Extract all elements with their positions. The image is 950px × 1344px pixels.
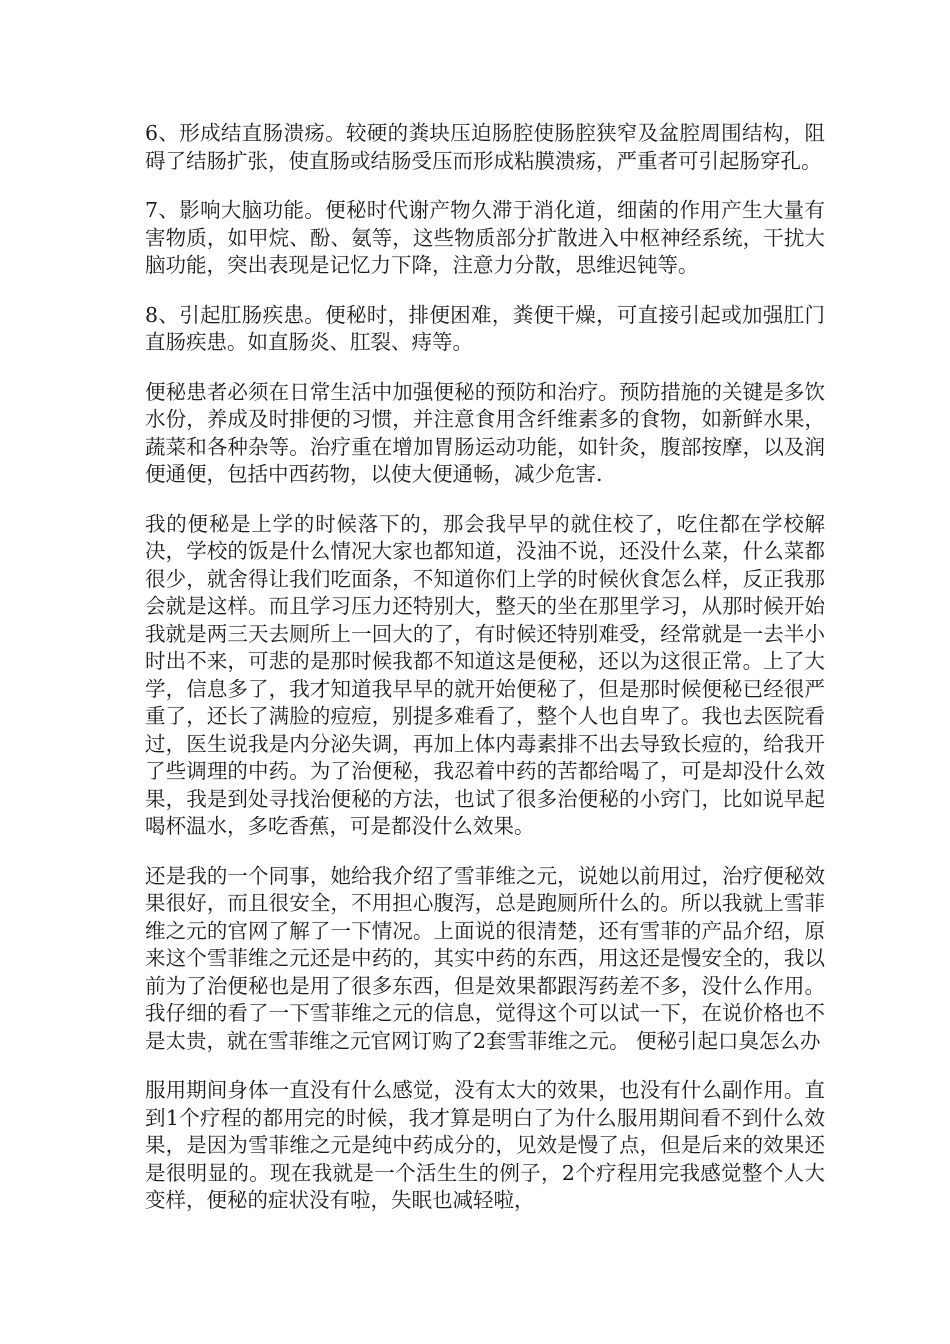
paragraph-item-6: 6、形成结直肠溃疡。较硬的粪块压迫肠腔使肠腔狭窄及盆腔周围结构，阻碍了结肠扩张，使直肠或结肠受压而形成粘膜溃疡，严重者可引起肠穿孔。 — [145, 121, 825, 173]
paragraph-colleague-recommendation: 还是我的一个同事，她给我介绍了雪菲维之元，说她以前用过，治疗便秘效果很好，而且很安全，不用担心腹泻，总是跑厕所什么的。所以我就上雪菲维之元的官网了解了一下情况。上面说的很清楚，还有雪菲的产品介绍，原来这个雪菲维之元还是中药的，其实中药的东西，用这还是慢安全的，我以前为了治便秘也是用了很多东西，但是效果都跟泻药差不多，没什么作用。我仔细的看了一下雪菲维之元的信息，觉得这个可以试一下，在说价格也不是太贵，就在雪菲维之元官网订购了2套雪菲维之元。 便秘引起口臭怎么办 — [145, 863, 825, 1053]
paragraph-item-7: 7、影响大脑功能。便秘时代谢产物久滞于消化道，细菌的作用产生大量有害物质，如甲烷、酚、氨等，这些物质部分扩散进入中枢神经系统，干扰大脑功能，突出表现是记忆力下降，注意力分散，思维迟钝等。 — [145, 198, 825, 277]
paragraph-usage-result: 服用期间身体一直没有什么感觉，没有太大的效果，也没有什么副作用。直到1个疗程的都用完的时候，我才算是明白了为什么服用期间看不到什么效果，是因为雪菲维之元是纯中药成分的，见效是慢了点，但是后来的效果还是很明显的。现在我就是一个活生生的例子，2个疗程用完我感觉整个人大变样，便秘的症状没有啦，失眠也减轻啦， — [145, 1078, 825, 1212]
paragraph-prevention: 便秘患者必须在日常生活中加强便秘的预防和治疗。预防措施的关键是多饮水份，养成及时排便的习惯，并注意食用含纤维素多的食物，如新鲜水果，蔬菜和各种杂等。治疗重在增加胃肠运动功能，如针灸，腹部按摩，以及润便通便，包括中西药物，以使大便通畅，减少危害. — [145, 379, 825, 486]
document-body — [145, 120, 825, 1237]
paragraph-personal-story: 我的便秘是上学的时候落下的，那会我早早的就住校了，吃住都在学校解决，学校的饭是什么情况大家也都知道，没油不说，还没什么菜，什么菜都很少，就舍得让我们吃面条，不知道你们上学的时候伙食怎么样，反正我那会就是这样。而且学习压力还特别大，整天的坐在那里学习，从那时候开始我就是两三天去厕所上一回大的了，有时候还特别难受，经常就是一去半小时出不来，可悲的是那时候我都不知道这是便秘，还以为这很正常。上了大学，信息多了，我才知道我早早的就开始便秘了，但是那时候便秘已经很严重了，还长了满脸的痘痘，别提多难看了，整个人也自卑了。我也去医院看过，医生说我是内分泌失调，再加上体内毒素排不出去导致长痘的，给我开了些调理的中药。为了治便秘，我忍着中药的苦都给喝了，可是却没什么效果，我是到处寻找治便秘的方法，也试了很多治便秘的小窍门，比如说早起喝杯温水，多吃香蕉，可是都没什么效果。 — [145, 511, 825, 838]
paragraph-item-8: 8、引起肛肠疾患。便秘时，排便困难，粪便干燥，可直接引起或加强肛门直肠疾患。如直肠炎、肛裂、痔等。 — [145, 302, 825, 354]
